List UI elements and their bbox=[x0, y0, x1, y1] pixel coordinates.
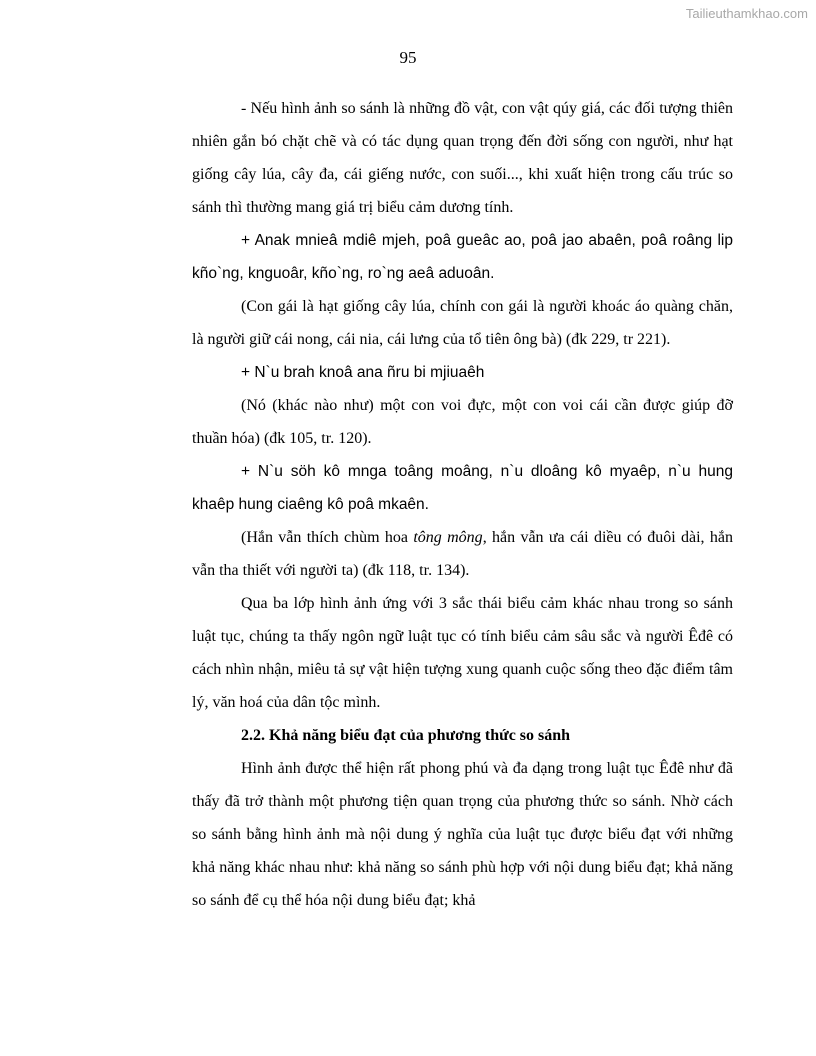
ede-example-3: + N`u söh kô mnga toâng moâng, n`u dloâng kô myaêp, n`u hung khaêp hung ciaêng kô poâ mkaên. bbox=[192, 463, 733, 513]
translation-3-italic-term: tông mông bbox=[413, 529, 483, 546]
paragraph-intro: - Nếu hình ảnh so sánh là những đồ vật, con vật qúy giá, các đối tượng thiên nhiên gắn bó chặt chẽ và có tác dụng quan trọng đến đời sống con người, như hạt giống cây lúa, cây đa, cái giếng nước, con suối..., khi xuất hiện trong cấu trúc so sánh thì thường mang giá trị biểu cảm dương tính. bbox=[192, 100, 733, 216]
translation-1: (Con gái là hạt giống cây lúa, chính con gái là người khoác áo quàng chăn, là người giữ cái nong, cái nia, cái lưng của tổ tiên ông bà) (đk 229, tr 221). bbox=[192, 298, 733, 348]
page-number: 95 bbox=[399, 48, 417, 67]
document-body bbox=[192, 92, 733, 917]
ede-example-1: + Anak mnieâ mdiê mjeh, poâ gueâc ao, poâ jao abaên, poâ roâng lip kño`ng, knguoâr, kño`ng, ro`ng aeâ aduoân. bbox=[192, 232, 733, 282]
translation-3 bbox=[192, 521, 733, 587]
translation-3-part-a: (Hắn vẫn thích chùm hoa bbox=[241, 529, 414, 546]
paragraph-summary: Qua ba lớp hình ảnh ứng với 3 sắc thái biểu cảm khác nhau trong so sánh luật tục, chúng ta thấy ngôn ngữ luật tục có tính biểu cảm sâu sắc và người Êđê có cách nhìn nhận, miêu tả sự vật hiện tượng xung quanh cuộc sống theo đặc điểm tâm lý, văn hoá của dân tộc mình. bbox=[192, 595, 733, 711]
watermark: Tailieuthamkhao.com bbox=[685, 6, 808, 21]
ede-example-2: + N`u brah knoâ ana ñru bi mjiuaêh bbox=[241, 364, 485, 381]
section-heading: 2.2. Khả năng biểu đạt của phương thức so sánh bbox=[241, 727, 571, 744]
translation-3-part-b: , hắn vẫn ưa cái diều có đuôi dài, hắn vẫn tha thiết với người ta) (đk 118, tr. 134). bbox=[192, 529, 733, 579]
translation-2: (Nó (khác nào như) một con voi đực, một con voi cái cần được giúp đỡ thuần hóa) (đk 105, tr. 120). bbox=[192, 397, 733, 447]
paragraph-section-body: Hình ảnh được thể hiện rất phong phú và đa dạng trong luật tục Êđê như đã thấy đã trở thành một phương tiện quan trọng của phương thức so sánh. Nhờ cách so sánh bằng hình ảnh mà nội dung ý nghĩa của luật tục được biểu đạt với những khả năng khác nhau như: khả năng so sánh phù hợp với nội dung biểu đạt; khả năng so sánh để cụ thể hóa nội dung biểu đạt; khả bbox=[192, 760, 733, 909]
